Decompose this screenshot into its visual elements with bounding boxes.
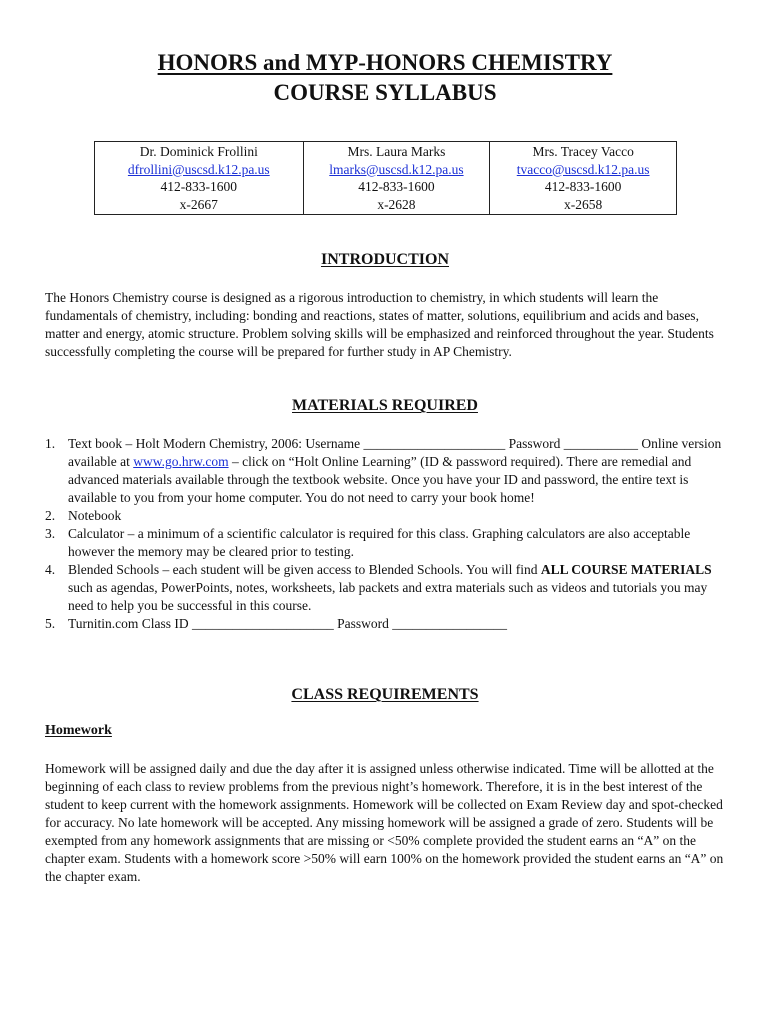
class-requirements-heading: CLASS REQUIREMENTS [291,686,479,703]
textbook-website-link[interactable]: www.go.hrw.com [133,454,229,469]
blended-schools-text-continued: such as agendas, PowerPoints, notes, worksheets, lab packets and extra materials such as videos and tutorials you may need to help you be successful in this course. [68,580,708,613]
instructor-phone: 412-833-1600 [160,179,238,194]
instructor-email-link[interactable]: lmarks@uscsd.k12.pa.us [329,161,464,177]
instructor-name: Dr. Dominick Frollini [139,144,258,159]
blended-schools-text: Blended Schools – each student will be given access to Blended Schools. You will find [68,562,541,577]
document-title: HONORS and MYP-HONORS CHEMISTRY [157,50,613,75]
materials-list [45,435,735,633]
instructor-extension: x-2658 [564,196,603,212]
instructor-extension: x-2667 [179,196,218,212]
instructor-contact-table [94,141,677,215]
contact-row [95,142,677,215]
instructor-email-link[interactable]: dfrollini@uscsd.k12.pa.us [127,161,270,177]
contact-cell-marks [303,142,490,215]
list-item [45,615,735,633]
introduction-paragraph: The Honors Chemistry course is designed as a rigorous introduction to chemistry, in which students will learn the fundamentals of chemistry, including: bonding and reactions, states of matter, solutions, equilibrium and acids and bases, matter and energy, atomic structure. Problem solving skills will be emphasized and reinforced throughout the year. Students successfully completing the course will be prepared for further study in AP Chemistry. [45,290,714,359]
instructor-phone: 412-833-1600 [358,179,435,194]
homework-paragraph: Homework will be assigned daily and due the day after it is assigned unless otherwise indicated. Time will be allotted at the beginning of each class to review problems from the previous night’s homework. Therefore, it is in the best interest of the student to keep current with the homework assignments. Homework will be collected on Exam Review day and spot-checked for accuracy. No late homework will be accepted. Any missing homework will be assigned a grade of zero. Students will be exempted from any homework assignments that are missing or <50% complete provided the student earns an “A” on the chapter exam. Students with a homework score >50% will earn 100% on the homework provided the student earns an “A” on the chapter exam. [45,761,724,884]
calculator-text: Calculator – a minimum of a scientific calculator is required for this class. Graphing calculators are also acceptable however the memory may be cleared prior to testing. [68,526,691,559]
instructor-phone: 412-833-1600 [544,179,622,194]
list-number: 5. [45,616,56,631]
materials-heading: MATERIALS REQUIRED [292,397,478,414]
list-number: 1. [45,436,56,451]
contact-cell-frollini [95,142,304,215]
instructor-email-link[interactable]: tvacco@uscsd.k12.pa.us [516,161,650,177]
list-item [45,561,735,615]
notebook-text: Notebook [68,508,122,523]
textbook-text-continued: – click on “Holt Online Learning” (ID & password required). There are remedial and advanced materials available through the textbook website. Once you have your ID and password, the entire text is available to you from your home computer. You do not need to carry your book home! [68,454,692,505]
list-item [45,435,735,507]
contact-cell-vacco [490,142,677,215]
introduction-heading: INTRODUCTION [320,251,449,268]
instructor-name: Mrs. Laura Marks [347,144,446,159]
list-item [45,525,735,561]
list-item [45,507,735,525]
all-course-materials-emphasis: ALL COURSE MATERIALS [540,562,712,577]
list-number: 4. [45,562,56,577]
homework-subheading: Homework [45,723,112,738]
instructor-name: Mrs. Tracey Vacco [532,144,634,159]
turnitin-text: Turnitin.com Class ID _____________________ Password _________________ [68,616,508,631]
document-subtitle: COURSE SYLLABUS [273,80,497,105]
list-number: 2. [45,508,56,523]
instructor-extension: x-2628 [377,196,416,212]
textbook-text: Text book – Holt Modern Chemistry, 2006: Username _____________________ Password ___________ Online version available at [68,436,722,469]
list-number: 3. [45,526,56,541]
